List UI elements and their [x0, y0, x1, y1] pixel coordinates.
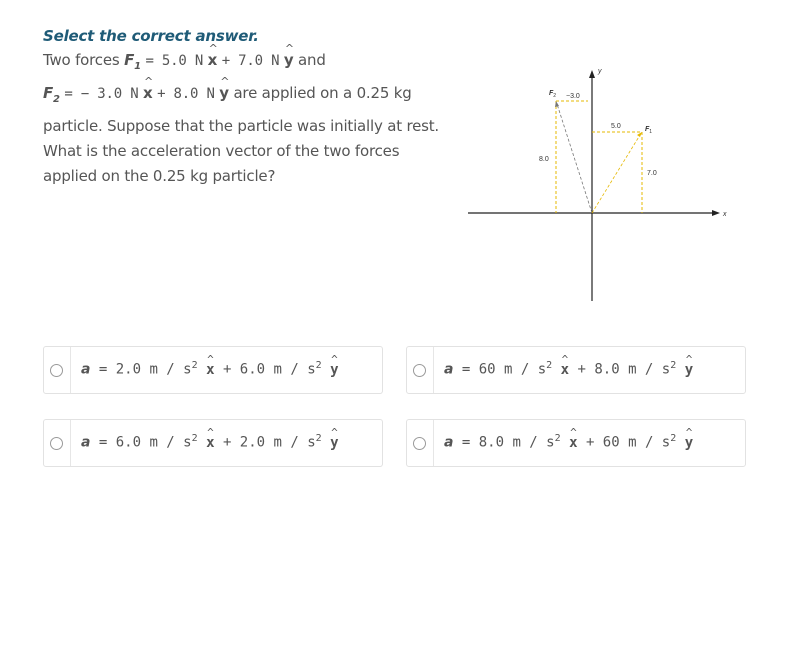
question-line-4: What is the acceleration vector of the two forces: [43, 142, 400, 160]
radio-button[interactable]: [50, 437, 63, 450]
radio-button[interactable]: [413, 364, 426, 377]
question-line-5: applied on the 0.25 kg particle?: [43, 167, 276, 185]
answer-option-d[interactable]: [406, 419, 746, 467]
f1-y-value: 7.0: [647, 170, 657, 177]
x-hat: ^ x: [143, 84, 152, 102]
f2-x-value: −3.0: [566, 93, 580, 100]
question-line-3: particle. Suppose that the particle was initially at rest.: [43, 117, 440, 135]
f2-label: $F_2$: [549, 90, 557, 99]
instruction: Select the correct answer.: [43, 27, 259, 45]
radio-button[interactable]: [50, 364, 63, 377]
x-hat: ^ x: [208, 51, 217, 69]
x-axis-arrow: [712, 210, 720, 216]
answer-text: a = 60 m / $s^2$ ^ x + 8.0 m / $s^2$ ^ y: [444, 360, 693, 378]
f2-vector: [557, 104, 592, 213]
answer-text: a = 6.0 m / $s^2$ ^ x + 2.0 m / $s^2$ ^ y: [81, 433, 339, 451]
x-hat: ^ x: [206, 362, 214, 378]
answer-option-a[interactable]: [43, 346, 383, 394]
x-hat: ^ x: [206, 435, 214, 451]
y-axis-arrow: [589, 70, 595, 78]
force-diagram: [466, 64, 728, 304]
answer-option-c[interactable]: [43, 419, 383, 467]
y-hat: ^ y: [330, 435, 338, 451]
y-axis-label: y: [598, 68, 602, 75]
x-axis-label: x: [723, 211, 727, 218]
y-hat: ^ y: [685, 435, 693, 451]
radio-cell: [407, 347, 434, 393]
f2-y-value: 8.0: [539, 156, 549, 163]
x-hat: ^ x: [569, 435, 577, 451]
answer-text: a = 8.0 m / $s^2$ ^ x + 60 m / $s^2$ ^ y: [444, 433, 693, 451]
f1-vector: [592, 135, 640, 213]
radio-cell: [44, 347, 71, 393]
y-hat: ^ y: [284, 51, 294, 69]
radio-cell: [407, 420, 434, 466]
question-line-2: $F_2$ = − 3.0 N ^ x + 8.0 N ^ y are applied on a 0.25 kg: [43, 84, 412, 105]
answer-text: a = 2.0 m / $s^2$ ^ x + 6.0 m / $s^2$ ^ y: [81, 360, 339, 378]
f1-x-value: 5.0: [611, 123, 621, 130]
f1-label: $F_1$: [645, 126, 653, 135]
y-hat: ^ y: [219, 84, 229, 102]
radio-button[interactable]: [413, 437, 426, 450]
x-hat: ^ x: [561, 362, 569, 378]
question-line-1: Two forces $F_1 = 5.0$ N ^ x + 7.0 N ^ y and: [43, 51, 326, 72]
f1-arrowhead: [637, 132, 642, 137]
radio-cell: [44, 420, 71, 466]
y-hat: ^ y: [330, 362, 338, 378]
y-hat: ^ y: [685, 362, 693, 378]
answer-option-b[interactable]: [406, 346, 746, 394]
